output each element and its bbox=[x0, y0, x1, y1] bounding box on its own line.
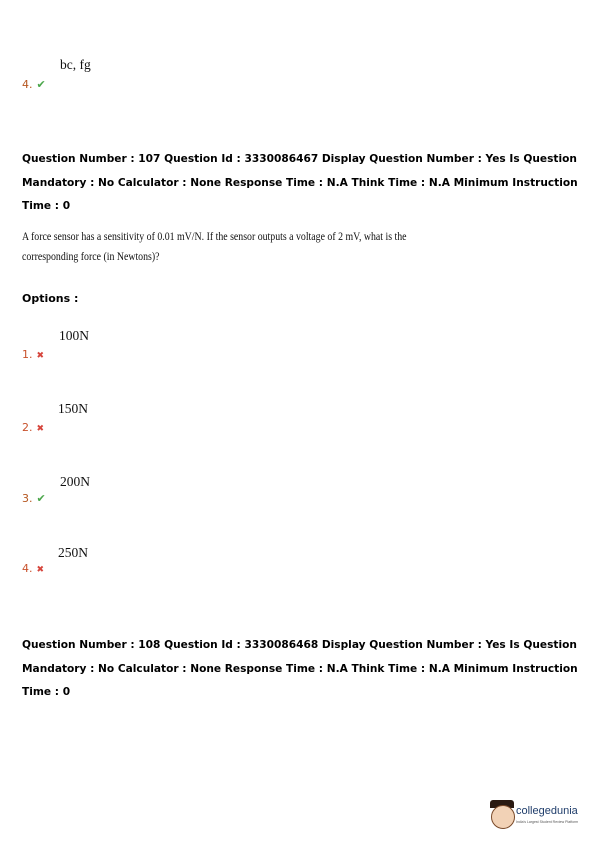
option-2-text: 150N bbox=[58, 401, 88, 416]
option-number: 4. bbox=[22, 78, 33, 91]
option-number: 2. bbox=[22, 421, 33, 434]
cross-icon: ✖ bbox=[36, 424, 45, 434]
question-108-header: Question Number : 108 Question Id : 3330086468 Display Question Number : Yes Is Question Mandatory : No Calculator : None Response Time : N.A Think Time : N.A Minimum Instruction Time : 0 bbox=[22, 639, 578, 698]
question-text-line: A force sensor has a sensitivity of 0.01 mV/N. If the sensor outputs a voltage of 2 mV, what is the bbox=[22, 231, 407, 243]
option-4-text: 250N bbox=[58, 545, 88, 560]
cross-icon: ✖ bbox=[36, 351, 45, 361]
prev-option-4 bbox=[22, 73, 46, 92]
check-icon: ✔ bbox=[36, 492, 46, 505]
question-text-line: corresponding force (in Newtons)? bbox=[22, 251, 160, 263]
option-1 bbox=[22, 343, 44, 362]
option-3 bbox=[22, 487, 46, 506]
mascot-face-icon bbox=[491, 805, 515, 829]
question-107-text bbox=[22, 227, 480, 267]
option-3-text: 200N bbox=[60, 474, 90, 489]
question-107-header: Question Number : 107 Question Id : 3330086467 Display Question Number : Yes Is Question Mandatory : No Calculator : None Response Time : N.A Think Time : N.A Minimum Instruction Time : 0 bbox=[22, 153, 578, 212]
logo-name: collegedunia bbox=[516, 805, 578, 817]
check-icon: ✔ bbox=[36, 78, 46, 91]
options-label: Options : bbox=[22, 292, 79, 305]
option-number: 3. bbox=[22, 492, 33, 505]
option-2 bbox=[22, 416, 44, 435]
option-1-text: 100N bbox=[59, 328, 89, 343]
logo-tagline: India's Largest Student Review Platform bbox=[516, 820, 579, 824]
option-number: 1. bbox=[22, 348, 33, 361]
cross-icon: ✖ bbox=[36, 565, 45, 575]
option-4 bbox=[22, 557, 44, 576]
option-text: bc, fg bbox=[60, 57, 91, 72]
option-number: 4. bbox=[22, 562, 33, 575]
collegedunia-logo bbox=[489, 799, 589, 833]
